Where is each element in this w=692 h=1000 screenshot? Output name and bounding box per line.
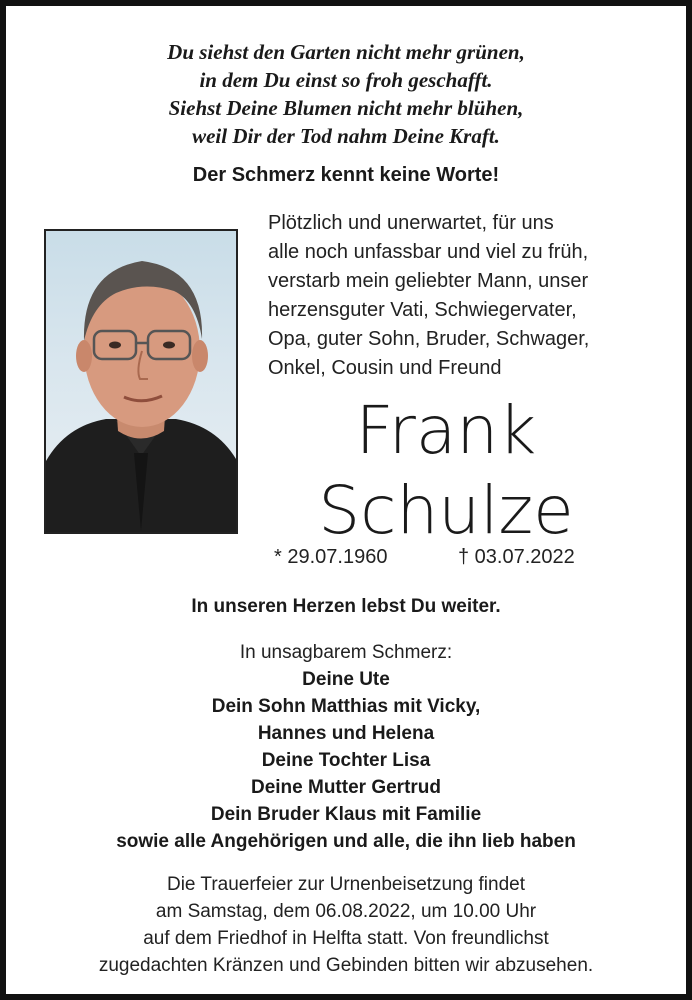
deceased-last-name: Schulze [318,472,574,549]
mourner: sowie alle Angehörigen und alle, die ihn lieb haben [116,831,576,852]
closing-line: In unseren Herzen lebst Du weiter. [191,596,501,617]
funeral-line: Die Trauerfeier zur Urnenbeisetzung findet [166,874,526,895]
poem-line: Du siehst den Garten nicht mehr grünen, [167,40,525,64]
mourners-list [6,639,686,855]
intro-line: herzensguter Vati, Schwiegervater, [268,299,577,321]
mourners-intro: In unsagbarem Schmerz: [239,642,453,663]
funeral-line: zugedachten Kränzen und Gebinden bitten wir abzusehen. [98,955,594,976]
mourner: Hannes und Helena [257,723,435,744]
mourner: Deine Tochter Lisa [261,750,431,771]
poem-line: weil Dir der Tod nahm Deine Kraft. [192,124,500,148]
mourner: Deine Ute [302,669,390,690]
deceased-first-name: Frank [355,392,537,469]
intro-text [268,209,678,383]
intro-line: Plötzlich und unerwartet, für uns [268,212,554,234]
poem [6,38,686,150]
mourner: Dein Bruder Klaus mit Familie [210,804,482,825]
funeral-info [6,871,686,979]
portrait-illustration [46,231,236,532]
poem-line: in dem Du einst so froh geschafft. [199,68,493,92]
portrait-photo [44,229,238,534]
birth-date: * 29.07.1960 [274,546,388,568]
motto: Der Schmerz kennt keine Worte! [192,164,500,186]
death-date: † 03.07.2022 [458,546,575,568]
poem-line: Siehst Deine Blumen nicht mehr blühen, [168,96,524,120]
mourner: Deine Mutter Gertrud [250,777,442,798]
intro-line: verstarb mein geliebter Mann, unser [268,270,589,292]
intro-line: Onkel, Cousin und Freund [268,357,502,379]
funeral-line: auf dem Friedhof in Helfta statt. Von freundlichst [143,928,549,949]
intro-line: Opa, guter Sohn, Bruder, Schwager, [268,328,590,350]
mourner: Dein Sohn Matthias mit Vicky, [211,696,481,717]
funeral-line: am Samstag, dem 06.08.2022, um 10.00 Uhr [155,901,537,922]
intro-line: alle noch unfassbar und viel zu früh, [268,241,589,263]
